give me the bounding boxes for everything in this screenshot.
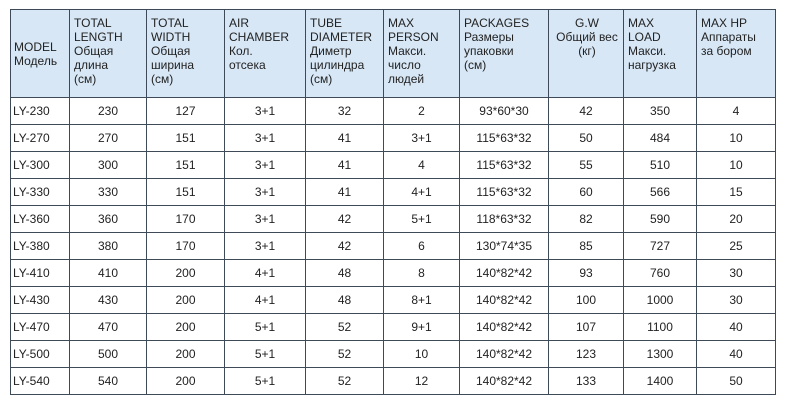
cell-length: 430 xyxy=(70,287,147,314)
cell-chamber: 3+1 xyxy=(225,233,306,260)
cell-width: 200 xyxy=(147,341,225,368)
cell-model: LY-470 xyxy=(11,314,70,341)
table-row xyxy=(11,260,776,287)
cell-gw: 42 xyxy=(549,98,624,125)
header-line: MAX HP xyxy=(701,16,748,30)
cell-packages: 115*63*32 xyxy=(460,152,549,179)
cell-chamber: 4+1 xyxy=(225,260,306,287)
header-line: за бором xyxy=(701,44,752,58)
cell-model: LY-360 xyxy=(11,206,70,233)
cell-packages: 93*60*30 xyxy=(460,98,549,125)
table-row xyxy=(11,98,776,125)
header-line: MAX xyxy=(628,16,655,30)
table-row xyxy=(11,287,776,314)
header-line: Кол. xyxy=(229,44,253,58)
column-header-gw xyxy=(549,10,624,98)
cell-packages: 130*74*35 xyxy=(460,233,549,260)
cell-tube: 48 xyxy=(306,287,384,314)
cell-tube: 42 xyxy=(306,233,384,260)
cell-person: 4 xyxy=(384,152,460,179)
cell-packages: 140*82*42 xyxy=(460,314,549,341)
cell-gw: 55 xyxy=(549,152,624,179)
cell-tube: 52 xyxy=(306,368,384,395)
table-header xyxy=(11,10,776,98)
cell-chamber: 3+1 xyxy=(225,206,306,233)
header-line: (кг) xyxy=(578,44,596,58)
header-line: Диметр xyxy=(310,44,352,58)
cell-person: 12 xyxy=(384,368,460,395)
cell-length: 270 xyxy=(70,125,147,152)
cell-chamber: 5+1 xyxy=(225,368,306,395)
column-header-hp xyxy=(697,10,776,98)
cell-width: 170 xyxy=(147,233,225,260)
header-line: упаковки xyxy=(464,44,514,58)
header-line: TOTAL xyxy=(151,16,189,30)
cell-gw: 85 xyxy=(549,233,624,260)
cell-load: 727 xyxy=(624,233,697,260)
header-line: (cм) xyxy=(151,72,174,86)
column-header-model xyxy=(11,10,70,98)
cell-person: 4+1 xyxy=(384,179,460,206)
cell-load: 1400 xyxy=(624,368,697,395)
cell-packages: 140*82*42 xyxy=(460,287,549,314)
header-line: Модель xyxy=(14,53,58,68)
cell-packages: 115*63*32 xyxy=(460,179,549,206)
header-line: Общий вес xyxy=(556,30,618,44)
cell-person: 3+1 xyxy=(384,125,460,152)
table-body xyxy=(11,98,776,395)
cell-tube: 41 xyxy=(306,125,384,152)
cell-model: LY-380 xyxy=(11,233,70,260)
cell-chamber: 3+1 xyxy=(225,98,306,125)
cell-gw: 82 xyxy=(549,206,624,233)
header-line: DIAMETER xyxy=(310,30,373,44)
cell-person: 9+1 xyxy=(384,314,460,341)
cell-hp: 40 xyxy=(697,314,776,341)
cell-load: 1100 xyxy=(624,314,697,341)
cell-width: 151 xyxy=(147,152,225,179)
cell-hp: 10 xyxy=(697,152,776,179)
cell-hp: 50 xyxy=(697,368,776,395)
cell-packages: 118*63*32 xyxy=(460,206,549,233)
cell-tube: 48 xyxy=(306,260,384,287)
cell-width: 200 xyxy=(147,287,225,314)
table-row xyxy=(11,152,776,179)
cell-length: 540 xyxy=(70,368,147,395)
header-line: LENGTH xyxy=(74,30,123,44)
table-row xyxy=(11,206,776,233)
header-line: длина xyxy=(74,58,109,72)
header-line: ширина xyxy=(151,58,195,72)
header-row xyxy=(11,10,776,98)
cell-hp: 30 xyxy=(697,260,776,287)
cell-width: 127 xyxy=(147,98,225,125)
cell-model: LY-230 xyxy=(11,98,70,125)
cell-hp: 30 xyxy=(697,287,776,314)
cell-length: 470 xyxy=(70,314,147,341)
cell-load: 484 xyxy=(624,125,697,152)
cell-length: 500 xyxy=(70,341,147,368)
cell-width: 200 xyxy=(147,314,225,341)
header-line: TUBE xyxy=(310,16,343,30)
header-line: Общая xyxy=(151,44,191,58)
cell-length: 380 xyxy=(70,233,147,260)
cell-chamber: 5+1 xyxy=(225,314,306,341)
cell-tube: 42 xyxy=(306,206,384,233)
header-line: (cм) xyxy=(310,72,333,86)
header-line: LOAD xyxy=(628,30,661,44)
cell-person: 5+1 xyxy=(384,206,460,233)
cell-model: LY-300 xyxy=(11,152,70,179)
cell-hp: 25 xyxy=(697,233,776,260)
cell-packages: 140*82*42 xyxy=(460,341,549,368)
cell-gw: 123 xyxy=(549,341,624,368)
cell-packages: 115*63*32 xyxy=(460,125,549,152)
cell-chamber: 3+1 xyxy=(225,179,306,206)
cell-chamber: 5+1 xyxy=(225,341,306,368)
cell-width: 170 xyxy=(147,206,225,233)
column-header-width xyxy=(147,10,225,98)
cell-gw: 133 xyxy=(549,368,624,395)
header-line: отсека xyxy=(229,58,266,72)
cell-tube: 41 xyxy=(306,179,384,206)
header-line: PERSON xyxy=(388,30,439,44)
header-line: Размеры xyxy=(464,30,514,44)
cell-gw: 93 xyxy=(549,260,624,287)
column-header-load xyxy=(624,10,697,98)
column-header-length xyxy=(70,10,147,98)
cell-load: 590 xyxy=(624,206,697,233)
spec-table-container xyxy=(10,9,776,395)
header-line: Макси. xyxy=(628,44,667,58)
header-line: нагрузка xyxy=(628,58,676,72)
header-line: Общая xyxy=(74,44,114,58)
cell-width: 151 xyxy=(147,179,225,206)
header-line: Аппараты xyxy=(701,30,756,44)
cell-person: 8 xyxy=(384,260,460,287)
cell-person: 2 xyxy=(384,98,460,125)
cell-load: 566 xyxy=(624,179,697,206)
header-line: MAX xyxy=(388,16,415,30)
cell-model: LY-270 xyxy=(11,125,70,152)
cell-length: 360 xyxy=(70,206,147,233)
cell-chamber: 3+1 xyxy=(225,125,306,152)
cell-load: 760 xyxy=(624,260,697,287)
cell-width: 200 xyxy=(147,368,225,395)
header-line: TOTAL xyxy=(74,16,112,30)
cell-hp: 4 xyxy=(697,98,776,125)
header-line: G.W xyxy=(575,16,599,30)
column-header-person xyxy=(384,10,460,98)
cell-load: 1300 xyxy=(624,341,697,368)
cell-width: 151 xyxy=(147,125,225,152)
cell-length: 300 xyxy=(70,152,147,179)
cell-person: 10 xyxy=(384,341,460,368)
cell-length: 230 xyxy=(70,98,147,125)
cell-hp: 15 xyxy=(697,179,776,206)
cell-width: 200 xyxy=(147,260,225,287)
cell-hp: 40 xyxy=(697,341,776,368)
cell-gw: 60 xyxy=(549,179,624,206)
cell-model: LY-410 xyxy=(11,260,70,287)
table-row xyxy=(11,368,776,395)
cell-model: LY-540 xyxy=(11,368,70,395)
cell-model: LY-430 xyxy=(11,287,70,314)
column-header-tube xyxy=(306,10,384,98)
column-header-chamber xyxy=(225,10,306,98)
cell-hp: 10 xyxy=(697,125,776,152)
table-row xyxy=(11,314,776,341)
header-line: людей xyxy=(388,72,425,86)
header-line: PACKAGES xyxy=(464,16,530,30)
header-line: MODEL xyxy=(14,39,57,54)
cell-load: 350 xyxy=(624,98,697,125)
table-row xyxy=(11,125,776,152)
cell-chamber: 4+1 xyxy=(225,287,306,314)
header-line: (cм) xyxy=(464,58,487,72)
cell-chamber: 3+1 xyxy=(225,152,306,179)
table-row xyxy=(11,341,776,368)
header-line: WIDTH xyxy=(151,30,191,44)
header-line: AIR xyxy=(229,16,250,30)
cell-packages: 140*82*42 xyxy=(460,260,549,287)
cell-person: 6 xyxy=(384,233,460,260)
cell-tube: 41 xyxy=(306,152,384,179)
cell-length: 410 xyxy=(70,260,147,287)
cell-tube: 52 xyxy=(306,341,384,368)
cell-load: 1000 xyxy=(624,287,697,314)
cell-packages: 140*82*42 xyxy=(460,368,549,395)
cell-tube: 52 xyxy=(306,314,384,341)
header-line: Макси. xyxy=(388,44,427,58)
spec-table xyxy=(10,9,776,395)
cell-length: 330 xyxy=(70,179,147,206)
cell-person: 8+1 xyxy=(384,287,460,314)
header-line: цилиндра xyxy=(310,58,365,72)
header-line: CHAMBER xyxy=(229,30,290,44)
table-row xyxy=(11,179,776,206)
table-row xyxy=(11,233,776,260)
cell-model: LY-500 xyxy=(11,341,70,368)
cell-hp: 20 xyxy=(697,206,776,233)
cell-tube: 32 xyxy=(306,98,384,125)
cell-load: 510 xyxy=(624,152,697,179)
cell-model: LY-330 xyxy=(11,179,70,206)
header-line: число xyxy=(388,58,421,72)
column-header-packages xyxy=(460,10,549,98)
cell-gw: 100 xyxy=(549,287,624,314)
header-line: (cм) xyxy=(74,72,97,86)
cell-gw: 107 xyxy=(549,314,624,341)
cell-gw: 50 xyxy=(549,125,624,152)
